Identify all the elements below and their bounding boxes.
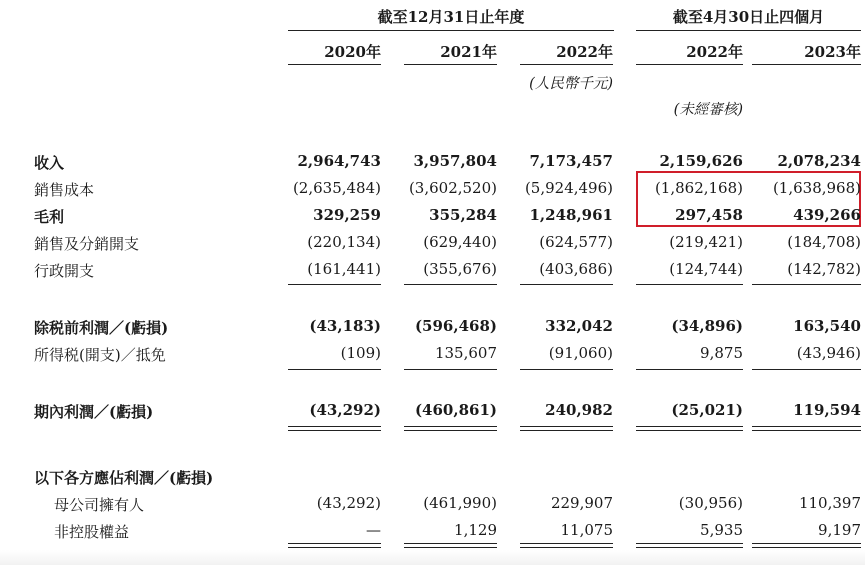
cell-value: (355,676) bbox=[423, 260, 497, 278]
subtotal-rule bbox=[404, 369, 497, 370]
total-double-rule bbox=[404, 543, 497, 548]
cell-value: (161,441) bbox=[307, 260, 381, 278]
row-label: 以下各方應佔利潤／(虧損) bbox=[34, 469, 214, 487]
cell-value: 9,875 bbox=[700, 344, 743, 362]
subtotal-rule bbox=[520, 369, 613, 370]
cell-value: (124,744) bbox=[669, 260, 743, 278]
row-label: 期內利潤／(虧損) bbox=[34, 403, 154, 421]
total-double-rule bbox=[752, 426, 861, 431]
column-underline bbox=[752, 64, 861, 65]
cell-value: 163,540 bbox=[793, 317, 861, 335]
row-label: 母公司擁有人 bbox=[54, 496, 145, 514]
cell-value: (142,782) bbox=[787, 260, 861, 278]
cell-value: 7,173,457 bbox=[529, 152, 613, 170]
cell-value: (596,468) bbox=[414, 317, 497, 335]
total-double-rule bbox=[288, 543, 381, 548]
subtotal-rule bbox=[636, 369, 743, 370]
cell-value: (43,292) bbox=[309, 401, 381, 419]
total-double-rule bbox=[752, 543, 861, 548]
cell-value: 332,042 bbox=[545, 317, 613, 335]
header-divider bbox=[636, 30, 861, 31]
cell-value: — bbox=[366, 521, 381, 539]
cell-value: (3,602,520) bbox=[408, 179, 497, 197]
cell-value: 119,594 bbox=[793, 401, 861, 419]
cell-value: (43,292) bbox=[316, 494, 381, 512]
cell-value: (629,440) bbox=[423, 233, 497, 251]
cell-value: 2,078,234 bbox=[777, 152, 861, 170]
unit-note: (人民幣千元) bbox=[529, 76, 613, 92]
cell-value: (1,862,168) bbox=[654, 179, 743, 197]
column-header-2022: 2022年 bbox=[556, 43, 613, 61]
column-header-2023-4m: 2023年 bbox=[804, 43, 861, 61]
column-underline bbox=[404, 64, 497, 65]
row-label: 收入 bbox=[34, 154, 65, 172]
cell-value: (1,638,968) bbox=[772, 179, 861, 197]
bottom-edge bbox=[0, 550, 865, 565]
total-double-rule bbox=[520, 426, 613, 431]
cell-value: (25,021) bbox=[671, 401, 743, 419]
unaudited-note: (未經審核) bbox=[673, 102, 743, 118]
row-label: 除税前利潤／(虧損) bbox=[34, 319, 169, 337]
cell-value: 229,907 bbox=[550, 494, 613, 512]
cell-value: 297,458 bbox=[675, 206, 743, 224]
cell-value: 240,982 bbox=[545, 401, 613, 419]
cell-value: 329,259 bbox=[313, 206, 381, 224]
subtotal-rule bbox=[636, 284, 743, 285]
cell-value: 9,197 bbox=[818, 521, 861, 539]
column-underline bbox=[636, 64, 743, 65]
cell-value: 1,248,961 bbox=[529, 206, 613, 224]
cell-value: (219,421) bbox=[669, 233, 743, 251]
cell-value: (624,577) bbox=[539, 233, 613, 251]
subtotal-rule bbox=[752, 284, 861, 285]
subtotal-rule bbox=[520, 284, 613, 285]
period-header-four-months: 截至4月30日止四個月 bbox=[672, 8, 825, 26]
row-label: 銷售及分銷開支 bbox=[34, 235, 140, 253]
row-label: 毛利 bbox=[34, 208, 65, 226]
cell-value: (91,060) bbox=[548, 344, 613, 362]
subtotal-rule bbox=[288, 284, 381, 285]
header-divider bbox=[288, 30, 614, 31]
subtotal-rule bbox=[404, 284, 497, 285]
row-label: 行政開支 bbox=[34, 262, 95, 280]
column-underline bbox=[520, 64, 613, 65]
cell-value: 135,607 bbox=[434, 344, 497, 362]
cell-value: (403,686) bbox=[539, 260, 613, 278]
column-header-2022-4m: 2022年 bbox=[686, 43, 743, 61]
cell-value: (43,946) bbox=[796, 344, 861, 362]
cell-value: 11,075 bbox=[560, 521, 613, 539]
cell-value: (2,635,484) bbox=[292, 179, 381, 197]
cell-value: (34,896) bbox=[671, 317, 743, 335]
column-header-2020: 2020年 bbox=[324, 43, 381, 61]
cell-value: (5,924,496) bbox=[524, 179, 613, 197]
cell-value: 3,957,804 bbox=[413, 152, 497, 170]
cell-value: 1,129 bbox=[454, 521, 497, 539]
cell-value: (461,990) bbox=[423, 494, 497, 512]
cell-value: (184,708) bbox=[787, 233, 861, 251]
subtotal-rule bbox=[752, 369, 861, 370]
cell-value: 439,266 bbox=[793, 206, 861, 224]
cell-value: (43,183) bbox=[309, 317, 381, 335]
cell-value: 355,284 bbox=[429, 206, 497, 224]
period-header-years: 截至12月31日止年度 bbox=[377, 8, 525, 26]
row-label: 所得税(開支)／抵免 bbox=[34, 346, 166, 364]
cell-value: (460,861) bbox=[414, 401, 497, 419]
total-double-rule bbox=[404, 426, 497, 431]
total-double-rule bbox=[636, 426, 743, 431]
cell-value: (220,134) bbox=[307, 233, 381, 251]
column-header-2021: 2021年 bbox=[440, 43, 497, 61]
cell-value: 2,159,626 bbox=[659, 152, 743, 170]
total-double-rule bbox=[520, 543, 613, 548]
total-double-rule bbox=[636, 543, 743, 548]
row-label: 銷售成本 bbox=[34, 181, 95, 199]
total-double-rule bbox=[288, 426, 381, 431]
cell-value: 5,935 bbox=[700, 521, 743, 539]
cell-value: 110,397 bbox=[798, 494, 861, 512]
subtotal-rule bbox=[288, 369, 381, 370]
cell-value: (30,956) bbox=[678, 494, 743, 512]
cell-value: (109) bbox=[340, 344, 381, 362]
row-label: 非控股權益 bbox=[54, 523, 130, 541]
column-underline bbox=[288, 64, 381, 65]
cell-value: 2,964,743 bbox=[297, 152, 381, 170]
